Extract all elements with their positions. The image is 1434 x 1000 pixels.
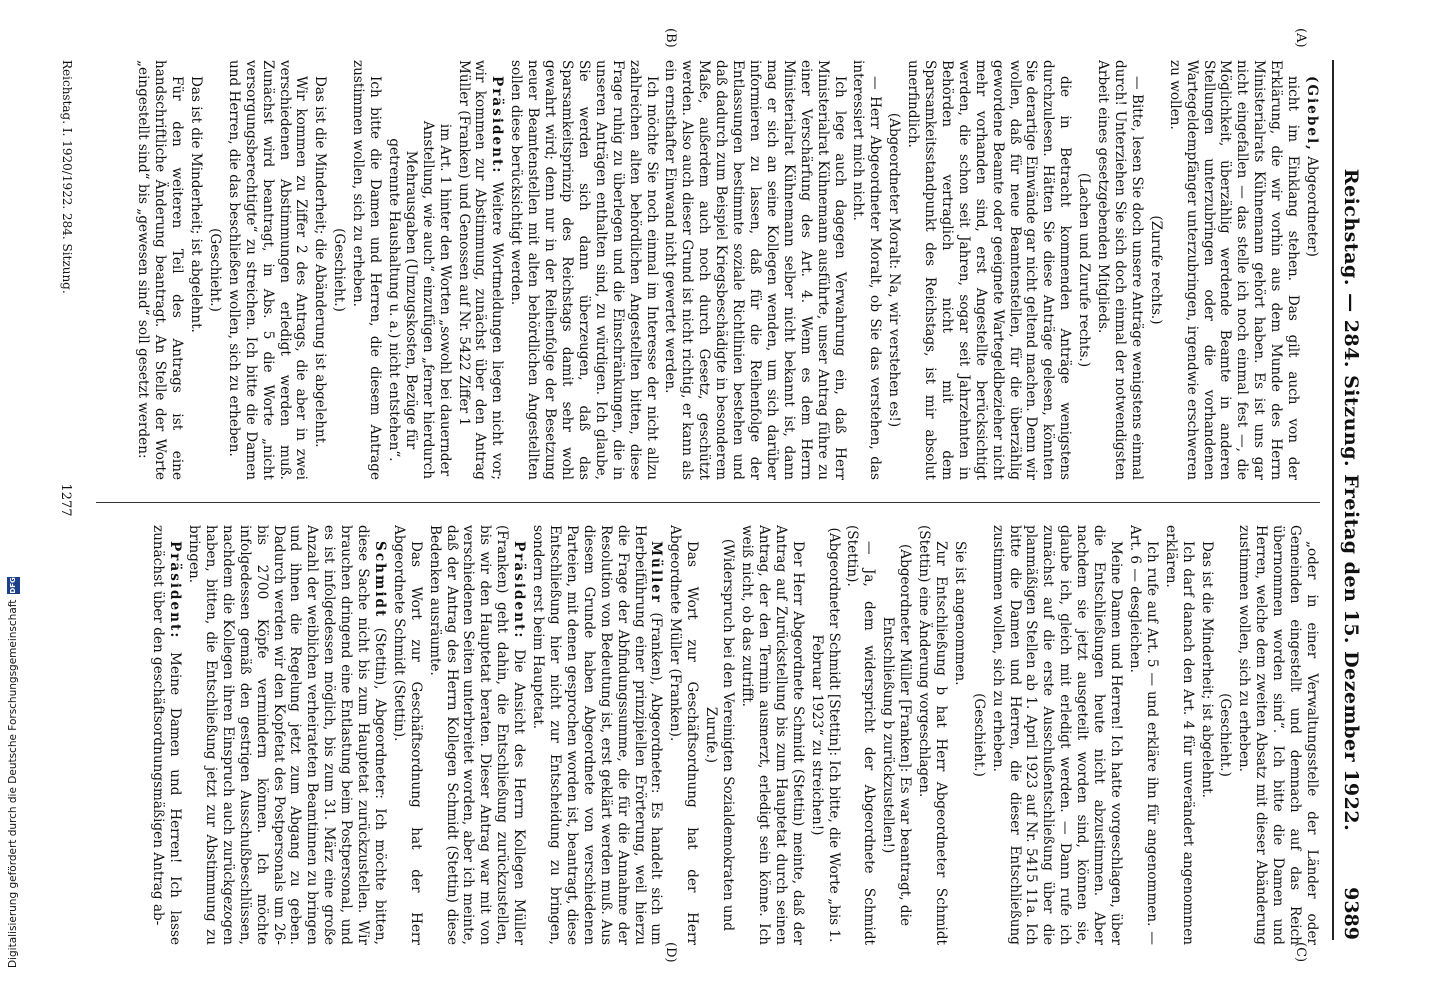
- interjection-line: (Geschieht.): [331, 228, 348, 312]
- speaker-text: (Stettin), Abgeordneter: Ich möchte bitten, diese Sache nicht bis zum Hauptetat zurückzustellen. Wir brauchen dringend eine Entlastung beim Postpersonal, und es ist infolgedessen möglich, bis zum 31. März eine große Anzahl der weiblichen verheirateten Beamtinnen zu bringen und ihnen die Regelung jetzt zum Abgang zu geben. Dadurch werden wir den Kopfetat des Postpersonals um 26- bis 2700 Köpfe vermindern können. Ich möchte infolgedessen gemäß den gestrigen Ausschußbeschlüssen, nachdem die Kollegen ihren Einspruch auch zurückgezogen haben, bitten, die Entschließung jetzt zur Abstimmung zu bringen.: [186, 525, 388, 945]
- interjection-line: (Geschieht.): [206, 228, 223, 312]
- text-paragraph: Ich bitte die Damen und Herren, die diesem Antrage zustimmen wollen, sich zu erheben.: [350, 60, 384, 480]
- speaker-paragraph: [529, 525, 664, 945]
- text-paragraph: — Ja, dem widerspricht der Abgeordnete Schmidt (Stettin).: [844, 525, 878, 945]
- text-paragraph: Das ist die Minderheit; ist abgelehnt.: [1198, 541, 1215, 798]
- text-paragraph: Ich möchte Sie noch einmal im Interesse der nicht allzu zahlreichen alten behördlichen Angestellten bitten, diese Frage ruhig zu überlegen und die Einschränkungen, die in unseren Anträgen enthalten sind, zu würdigen. Ich glaube, Sie werden sich dann überzeugen, daß das Sparsamkeitsprinzip des Reichstags damit sehr wohl gewahrt wird; denn nur in der Reihenfolge der Besetzung neuer Beamtenstellen mit alten behördlichen Angestellten sollen diese berücksichtigt werden.: [508, 60, 660, 480]
- scanned-page: [38, 20, 1378, 980]
- interjection-line: (Abgeordneter Moralt: Na, wir verstehen es!): [886, 112, 903, 428]
- text-paragraph: Das ist die Minderheit; ist abgelehnt.: [188, 76, 204, 333]
- speaker-paragraph: [185, 525, 388, 945]
- speaker-paragraph: [149, 525, 183, 945]
- interjection-line: (Lachen und Zurufe rechts.): [1076, 172, 1093, 368]
- speaker-name: Müller: [648, 541, 665, 605]
- text-paragraph: Wir kommen zu Ziffer 2 des Antrags, die aber in zwei verschiedenen Abstimmungen erledigt werden muß. Zunächst wird beantragt, in Abs. 5 die Worte „nicht versorgungsberechtigte“ zu streichen. Ich bitte die Damen und Herren, die das beschließen wollen, sich zu erheben.: [225, 60, 310, 480]
- right-text-column: [96, 525, 1320, 945]
- speaker-name: Präsident:: [511, 541, 528, 640]
- margin-marker-c: (C): [1293, 942, 1308, 963]
- footer-page-number: 1277: [58, 483, 73, 517]
- interjection-line: (Widerspruch bei den Vereinigten Sozialdemokraten und Zurufe.): [703, 538, 737, 932]
- speaker-name: Präsident:: [489, 76, 506, 175]
- speaker-text: Weitere Wortmeldungen liegen nicht vor; wir kommen zur Abstimmung, zunächst über den Antrag Müller (Franken) und Genossen auf Nr. 5422 Ziffer 1: [455, 60, 506, 480]
- left-text-column: [96, 60, 1320, 480]
- text-paragraph: Meine Damen und Herren! Ich hatte vorgeschlagen, über die Entschließungen heute nicht abzustimmen. Aber nachdem sie jetzt ausgeteilt worden sind, können sie, glaube ich, gleich mit erledigt werden. — Dann rufe ich zunächst auf die erste Ausschußentschließung über die planmäßigen Stellen ab 1. April 1923 auf Nr. 5415 11a. Ich bitte die Damen und Herren, die dieser Entschließung zustimmen wollen, sich zu erheben.: [989, 525, 1125, 945]
- text-paragraph: Für den weiteren Teil des Antrags ist eine handschriftliche Änderung beantragt. An Stelle der Worte „eingestellt sind“ bis „gewesen sind“ soll gesetzt werden:: [135, 60, 186, 480]
- column-divider: [96, 502, 1320, 503]
- speaker-name: Präsident:: [167, 541, 184, 640]
- text-paragraph: Das Wort zur Geschäftsordnung hat der Herr Abgeordnete Schmidt (Stettin).: [390, 525, 424, 945]
- margin-marker-a: (A): [1293, 28, 1308, 48]
- interjection-line: (Geschieht.): [970, 693, 987, 777]
- margin-marker-b: (B): [663, 28, 678, 48]
- digitization-credit: [2, 577, 24, 968]
- text-paragraph: die in Betracht kommenden Anträge wenigstens durchzulesen. Hätten Sie diese Anträge gelesen, könnten Sie derartige Einwände gar nicht geltend machen. Denn wir wollen, daß für neue Beamtenstellen, für die überzählig gewordene Beamte oder geeignete Wartegeldbezieher nicht mehr vorhanden sind, erst Angestellte berücksichtigt werden, die schon seit Jahren, sogar seit Jahrzehnten in Behörden vertraglich nicht mit dem Sparsamkeitsstandpunkt des Reichstags, ist mir absolut unerfindlich.: [905, 60, 1074, 480]
- speaker-paragraph: [426, 525, 527, 945]
- text-paragraph: Ich lege auch dagegen Verwahrung ein, daß Herr Ministerialrat Kühnemann ausführte, unser Antrag führe zu einer Verschärfung des Art. 4. Wenn es dem Herrn Ministerialrat Kühnemann selber nicht bekannt ist, dann mag er sich an seine Kollegen wenden, um sich darüber informieren zu lassen, daß für die Reihenfolge der Entlassungen bestimmte soziale Richtlinien bestehen und daß dadurch zum Beispiel Kriegsbeschädigte in besonderem Maße, außerdem auch noch durch Gesetz, geschützt werden. Also auch dieser Grund ist nicht richtig, er kann als ein ernsthafter Einwand nicht gewertet werden.: [662, 60, 848, 480]
- text-paragraph: Ich darf danach den Art. 4 für unverändert angenommen erklären.: [1162, 525, 1196, 945]
- page-header: [1332, 60, 1368, 940]
- margin-marker-d: (D): [663, 942, 678, 963]
- text-paragraph: — Bitte, lesen Sie doch unsere Anträge wenigstens einmal durch! Unterziehen Sie sich doch einmal der notwendigsten Arbeit eines gesetzgebenden Mitglieds.: [1095, 60, 1145, 480]
- speaker-text: (Franken), Abgeordneter: Es handelt sich um Herbeiführung einer prinzipiellen Erörterung, weil hierzu die Frage der Abfindungssumme, die für die Annahme der Resolution von Bedeutung ist, erst geklärt werden muß. Aus diesem Grunde haben Abgeordnete von verschiedenen Parteien, mit denen gesprochen worden ist, beantragt, diese Entschließung hier nicht zur Entscheidung zu bringen, sondern erst beim Hauptetat.: [530, 525, 665, 945]
- interjection-line: (Geschieht.): [1217, 693, 1234, 777]
- interjection-line: im Art. 1 hinter den Worten „sowohl bei dauernder Anstellung, wie auch“ einzufügen „ferner hierdurch Mehrausgaben (Umzugskosten, Bezüge für getrennte Haushaltung u. a.) nicht entstehen“.: [385, 120, 453, 480]
- speaker-name: (Giebel,: [1304, 76, 1320, 152]
- interjection-line: (Zurufe rechts.): [1147, 215, 1164, 325]
- text-paragraph: Ich rufe auf Art. 5 — und erkläre ihn für angenommen. — Art. 6 — desgleichen.: [1126, 525, 1160, 945]
- text-paragraph: Sie ist angenommen.: [951, 541, 968, 686]
- footer-session-note: Reichstag. I. 1920/1922. 284. Sitzung.: [60, 60, 74, 294]
- text-paragraph: nicht im Einklang stehen. Das gilt auch von der Erklärung, die wir vorhin aus dem Munde des Herrn Ministerialrats Kühnemann gehört haben. Es ist uns gar nicht eingefallen — das stelle ich noch einmal fest —, die Möglichkeit, überzählig werdende Beamte in anderen Stellungen unterzubringen oder die vorhandenen Wartegeldempfänger unterzubringen, irgendwie erschweren zu wollen.: [1166, 60, 1302, 480]
- text-paragraph: Der Herr Abgeordnete Schmidt (Stettin) meinte, daß der Antrag auf Zurückstellung bis zum Hauptetat durch seinen Antrag, der den Termin ausmerzt, erledigt sein könne. Ich weiß nicht, ob das zutrifft.: [739, 525, 806, 945]
- text-paragraph: Das ist die Minderheit; die Abänderung ist abgelehnt.: [312, 76, 329, 448]
- speaker-text: Die Ansicht des Herrn Kollegen Müller (Franken) geht dahin, die Entschließung zurückzustellen, bis wir den Hauptetat beraten. Dieser Antrag war mit von verschiedenen Seiten unterbreitet worden, aber ich meinte, daß der Antrag des Herrn Kollegen Schmidt (Stettin) diese Bedenken ausräumte.: [426, 525, 528, 945]
- speaker-text: Abgeordneter): [1304, 151, 1320, 257]
- header-page-number: 9389: [1340, 887, 1362, 940]
- text-paragraph: Zur Entschließung b hat Herr Abgeordneter Schmidt (Stettin) eine Änderung vorgeschlagen.: [916, 525, 949, 945]
- header-title: Reichstag. — 284. Sitzung. Freitag den 15. Dezember 1922.: [1340, 168, 1362, 832]
- text-paragraph: Das Wort zur Geschäftsordnung hat der Herr Abgeordnete Müller (Franken).: [667, 525, 701, 945]
- interjection-line: (Abgeordneter Schmidt [Stettin]: Ich bitte, die Worte „bis 1. Februar 1923“ zu streichen!): [808, 527, 842, 943]
- speaker-paragraph: [455, 60, 506, 480]
- speaker-text: Meine Damen und Herren! Ich lasse zunächst über den geschäftsordnungsmäßigen Antrag ab-: [150, 525, 184, 945]
- dfg-logo: DFG: [7, 577, 20, 593]
- speaker-name: Schmidt: [371, 541, 388, 619]
- text-paragraph: „oder in einer Verwaltungsstelle der Länder oder Gemeinden eingestellt und demnach auf das Reich übernommen worden sind“. Ich bitte die Damen und Herren, welche dem zweiten Absatz mit dieser Abänderung zustimmen wollen, sich zu erheben.: [1236, 525, 1320, 945]
- text-paragraph: — Herr Abgeordneter Moralt, ob Sie das verstehen, das interessiert mich nicht.: [850, 60, 884, 480]
- interjection-line: (Abgeordneter Müller [Franken]: Es war beantragt, die Entschließung b zurückzustellen!): [880, 544, 914, 926]
- credit-text: Digitalisierung gefördert durch die Deutsche Forschungsgemeinschaft: [7, 599, 19, 968]
- speaker-paragraph: [1303, 60, 1320, 480]
